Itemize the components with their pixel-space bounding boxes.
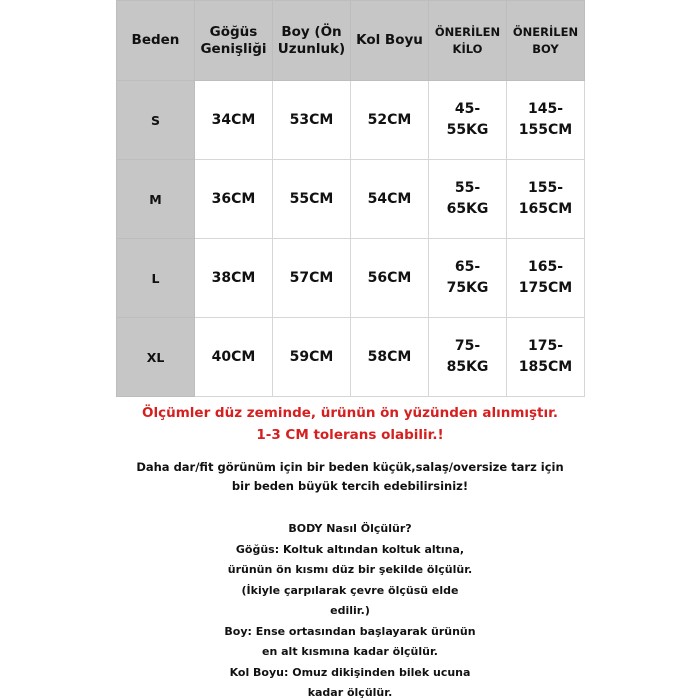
table-header-row <box>117 1 585 81</box>
onerilen-boy-line1: 145- <box>527 101 564 117</box>
header-kol-label: Kol Boyu <box>356 32 423 48</box>
boy-cell: 55CM <box>273 160 351 239</box>
advice-line-1: Daha dar/fit görünüm için bir beden küçük,salaş/oversize tarz için <box>136 460 564 474</box>
onerilen-boy-cell <box>507 239 585 318</box>
onerilen-boy-cell <box>507 160 585 239</box>
kilo-line1: 45- <box>454 101 481 117</box>
header-boy-on-uzunluk <box>273 1 351 81</box>
onerilen-boy-line1: 175- <box>527 338 564 354</box>
kilo-cell <box>429 160 507 239</box>
measure-line: Boy: Ense ortasından başlayarak ürünün <box>224 624 476 638</box>
header-boy-line1: Boy (Ön <box>281 23 342 40</box>
kilo-line2: 55KG <box>446 122 489 138</box>
table-row <box>117 160 585 239</box>
notice-line-2: 1-3 CM tolerans olabilir.! <box>256 427 444 443</box>
size-cell: XL <box>117 318 195 397</box>
table-row <box>117 239 585 318</box>
header-beden-label: Beden <box>131 32 180 48</box>
measure-line: Kol Boyu: Omuz dikişinden bilek ucuna <box>229 665 471 679</box>
measure-line: ürünün ön kısmı düz bir şekilde ölçülür. <box>227 563 473 576</box>
header-gogus-line1: Göğüs <box>209 23 258 40</box>
kilo-line2: 85KG <box>446 359 489 375</box>
measure-line: edilir.) <box>330 604 370 617</box>
header-gogus-line2: Genişliği <box>200 40 267 57</box>
size-cell: S <box>117 81 195 160</box>
onerilen-boy-line1: 165- <box>527 259 564 275</box>
kol-cell: 54CM <box>351 160 429 239</box>
table-row <box>117 318 585 397</box>
measure-line: kadar ölçülür. <box>307 686 393 699</box>
size-cell: L <box>117 239 195 318</box>
boy-cell: 59CM <box>273 318 351 397</box>
header-oboy-line1: ÖNERİLEN <box>512 24 579 39</box>
kilo-line1: 55- <box>454 180 481 196</box>
boy-cell: 53CM <box>273 81 351 160</box>
header-kol-boyu <box>351 1 429 81</box>
header-oboy-line2: BOY <box>532 41 559 56</box>
measurement-notice <box>0 402 700 446</box>
onerilen-boy-line2: 165CM <box>518 201 573 217</box>
header-kilo-line1: ÖNERİLEN <box>434 24 501 39</box>
gogus-cell: 36CM <box>195 160 273 239</box>
onerilen-boy-line2: 175CM <box>518 280 573 296</box>
size-cell: M <box>117 160 195 239</box>
table-row <box>117 81 585 160</box>
header-onerilen-boy <box>507 1 585 81</box>
onerilen-boy-cell <box>507 81 585 160</box>
gogus-cell: 40CM <box>195 318 273 397</box>
kilo-line2: 75KG <box>446 280 489 296</box>
notice-line-1: Ölçümler düz zeminde, ürünün ön yüzünden alınmıştır. <box>142 405 558 421</box>
measure-line: (İkiyle çarpılarak çevre ölçüsü elde <box>241 583 459 597</box>
onerilen-boy-line2: 155CM <box>518 122 573 138</box>
onerilen-boy-line2: 185CM <box>518 359 573 375</box>
size-chart-table <box>116 0 585 397</box>
header-kilo-line2: KİLO <box>452 41 483 56</box>
header-boy-line2: Uzunluk) <box>277 40 346 57</box>
kol-cell: 52CM <box>351 81 429 160</box>
measure-line: en alt kısmına kadar ölçülür. <box>262 645 438 658</box>
header-gogus-genisligi <box>195 1 273 81</box>
kilo-cell <box>429 318 507 397</box>
gogus-cell: 34CM <box>195 81 273 160</box>
header-onerilen-kilo <box>429 1 507 81</box>
measure-title: BODY Nasıl Ölçülür? <box>288 522 412 535</box>
measure-line: Göğüs: Koltuk altından koltuk altına, <box>235 542 465 556</box>
kilo-line2: 65KG <box>446 201 489 217</box>
gogus-cell: 38CM <box>195 239 273 318</box>
header-beden <box>117 1 195 81</box>
measurement-guide <box>0 519 700 700</box>
kilo-cell <box>429 239 507 318</box>
kol-cell: 56CM <box>351 239 429 318</box>
advice-line-2: bir beden büyük tercih edebilirsiniz! <box>231 479 469 493</box>
boy-cell: 57CM <box>273 239 351 318</box>
onerilen-boy-line1: 155- <box>527 180 564 196</box>
kilo-line1: 65- <box>454 259 481 275</box>
fit-advice <box>0 458 700 496</box>
kilo-line1: 75- <box>454 338 481 354</box>
onerilen-boy-cell <box>507 318 585 397</box>
kol-cell: 58CM <box>351 318 429 397</box>
kilo-cell <box>429 81 507 160</box>
